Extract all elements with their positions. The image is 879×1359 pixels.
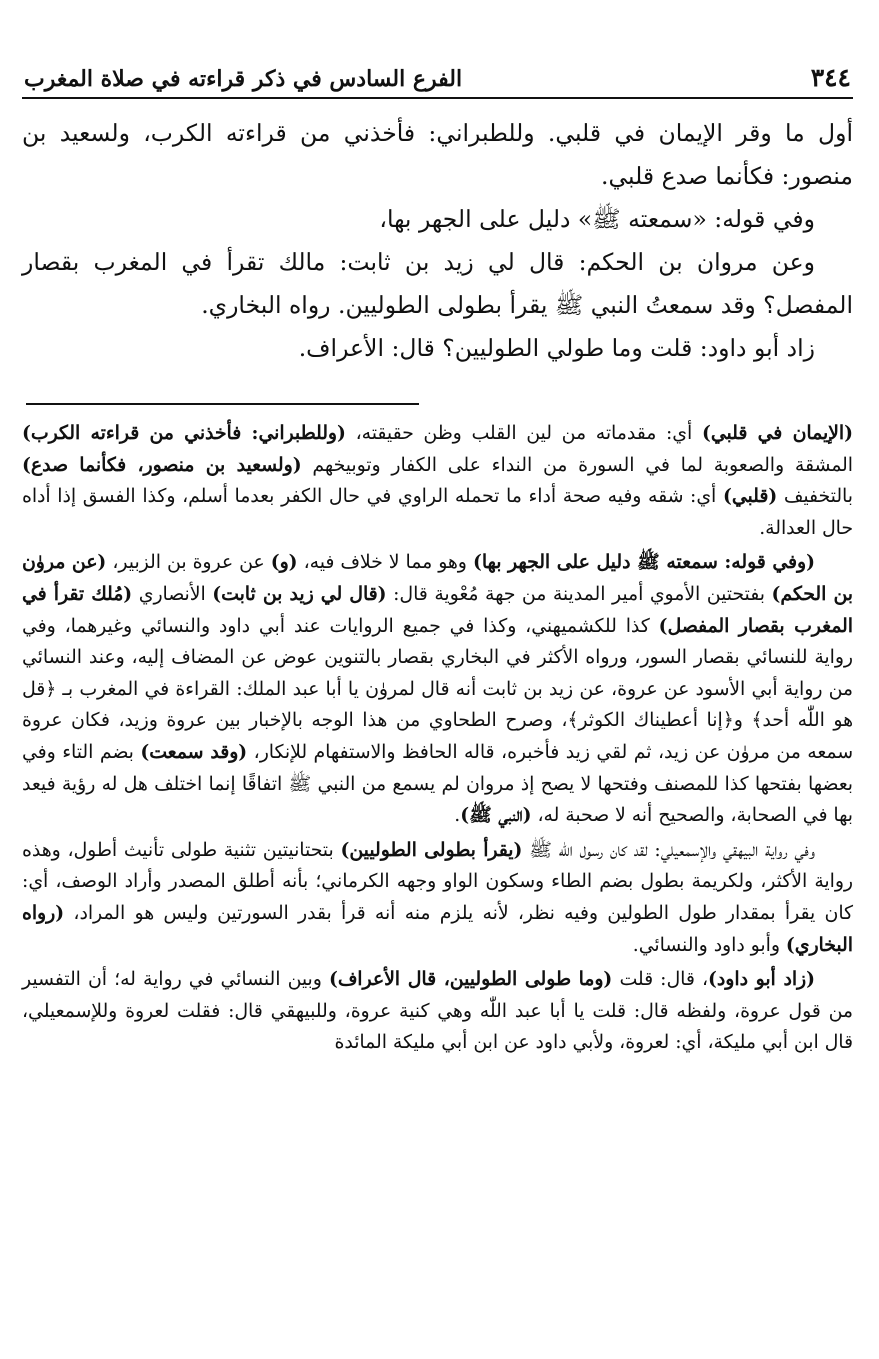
page-header bbox=[24, 52, 851, 92]
commentary-text: عن عروة بن الزبير، bbox=[106, 552, 271, 574]
quoted-phrase: (و) bbox=[270, 551, 298, 574]
page-number: ٣٤٤ bbox=[810, 63, 851, 92]
commentary-text: بضم التاء وفي بعضها بفتحها كذا للمصنف وفتحها لا يصح إذ مروان لم يسمع من النبي ﷺ اتفاقًا إنما اختلف هل له رؤية فيعد بها في الصحابة، والصحيح أنه لا صحبة له، bbox=[22, 741, 853, 827]
quoted-phrase: (الإيمان في قلبي) bbox=[701, 422, 853, 444]
commentary-text: وبين النسائي في رواية له؛ أن التفسير من قول عروة، ولفظه قال: قلت يا أبا عبد اللّٰه وهي كنية عروة، وللبيهقي قال: فقلت لعروة وللإسمعيلي، قال ابن أبي مليكة، أي: لعروة، ولأبي داود عن ابن أبي مليكة المائدة bbox=[22, 969, 853, 1054]
commentary-text: بتحتانيتين تثنية طولى تأنيث أطول، وهذه رواية الأكثر، ولكريمة بطول بضم الطاء وسكون الواو وجهه الكرماني؛ بأنه أطلق المصدر وأراد الوصف، أي: كان يقرأ بمقدار طول الطولين وفيه نظر، لأنه يلزم منه أنه قرأ بقدر السورتين وليس هو المراد، bbox=[22, 839, 853, 924]
quoted-phrase: (وللطبراني: فأخذني من قراءته الكرب) bbox=[22, 422, 346, 444]
commentary-paragraph-1 bbox=[22, 418, 853, 544]
commentary-text: وفي رواية البيهقي والإسمعيلي: لقد كان رسول اللّٰه ﷺ bbox=[522, 839, 815, 861]
quoted-phrase: (قلبي) bbox=[722, 485, 778, 508]
quoted-phrase: (ولسعيد بن منصور، فكأنما صدع) bbox=[22, 453, 302, 476]
quoted-phrase: (عن مرۈن بن الحكم) bbox=[22, 551, 853, 605]
main-paragraph-2: وفي قوله: «سمعته ﷺ» دليل على الجهر بها، bbox=[379, 205, 815, 233]
quoted-phrase: (وقد سمعت) bbox=[140, 740, 248, 763]
running-title: الفرع السادس في ذكر قراءته في صلاة المغرب bbox=[24, 66, 463, 92]
commentary-text: وأبو داود والنسائي. bbox=[632, 934, 786, 956]
commentary-paragraph-3 bbox=[22, 835, 853, 961]
commentary-text: أي: مقدماته من لين القلب وظن حقيقته، bbox=[345, 423, 702, 444]
commentary-text: . bbox=[454, 805, 461, 827]
quoted-phrase: (مُلك تقرأ في المغرب بقصار المفصل) bbox=[22, 582, 853, 637]
commentary-text: المشقة والصعوبة لما في السورة من النداء على الكفار وتوبيخهم bbox=[301, 454, 854, 476]
main-paragraph-4: زاد أبو داود: قلت وما طولي الطوليين؟ قال: الأعراف. bbox=[298, 334, 815, 362]
commentary-text: الأنصاري bbox=[132, 583, 213, 605]
commentary-paragraph-4 bbox=[22, 964, 853, 1059]
quoted-phrase: (النبي ﷺ) bbox=[460, 804, 532, 827]
commentary-text: ، قال: قلت bbox=[612, 969, 709, 991]
quoted-phrase: (رواه البخاري) bbox=[22, 901, 853, 956]
main-text bbox=[22, 112, 853, 370]
commentary-text: بفتحتين الأموي أمير المدينة من جهة مُعْوية قال: bbox=[386, 583, 772, 605]
header-rule bbox=[22, 97, 853, 99]
quoted-phrase: (وفي قوله: سمعته ﷺ دليل على الجهر بها) bbox=[472, 551, 815, 574]
commentary-text: كذا للكشميهني، وكذا في جميع الروايات عند أبي داود والنسائي وغيرهما، وفي رواية للنسائي بقصار السور، ورواه الأكثر في البخاري بقصار بالتنوين عوض عن المضاف إليه، وعند النسائي من رواية أبي الأسود عن عروة، عن زيد بن ثابت أنه قال لمرۈن يا أبا عبد الملك: القراءة في المغرب بـ ﴿قل هو اللّٰه أحد﴾ و﴿إنا أعطيناك الكوثر﴾، وصرح الطحاوي من هذا الوجه بالإخبار بين عروة وزيد، فكان عروة سمعه من مرۈن عن زيد، ثم لقي زيد فأخبره، قاله الحافظ والاستفهام للإنكار، bbox=[22, 615, 853, 763]
main-paragraph-3: وعن مروان بن الحكم: قال لي زيد بن ثابت: مالك تقرأ في المغرب بقصار المفصل؟ وقد سمعتُ النبي ﷺ يقرأ بطولى الطوليين. رواه البخاري. bbox=[22, 248, 853, 319]
quoted-phrase: (وما طولى الطوليين، قال الأعراف) bbox=[328, 968, 613, 991]
commentary-text: بالتخفيف bbox=[777, 486, 853, 508]
commentary-text: وهو مما لا خلاف فيه، bbox=[297, 552, 473, 574]
commentary-separator bbox=[26, 403, 419, 405]
quoted-phrase: (يقرأ بطولى الطوليين) bbox=[340, 838, 523, 861]
commentary-paragraph-2 bbox=[22, 547, 853, 831]
quoted-phrase: (قال لي زيد بن ثابت) bbox=[212, 582, 387, 605]
main-paragraph-1: أول ما وقر الإيمان في قلبي. وللطبراني: فأخذني من قراءته الكرب، ولسعيد بن منصور: فكأنما صدع قلبي. bbox=[22, 119, 853, 190]
commentary-text: أي: شقه وفيه صحة أداء ما تحمله الراوي في حال الكفر بعدما أسلم، وكذا الفسق إذا أداه حال العدالة. bbox=[22, 486, 853, 539]
commentary bbox=[22, 418, 853, 1059]
quoted-phrase: (زاد أبو داود) bbox=[708, 968, 815, 991]
